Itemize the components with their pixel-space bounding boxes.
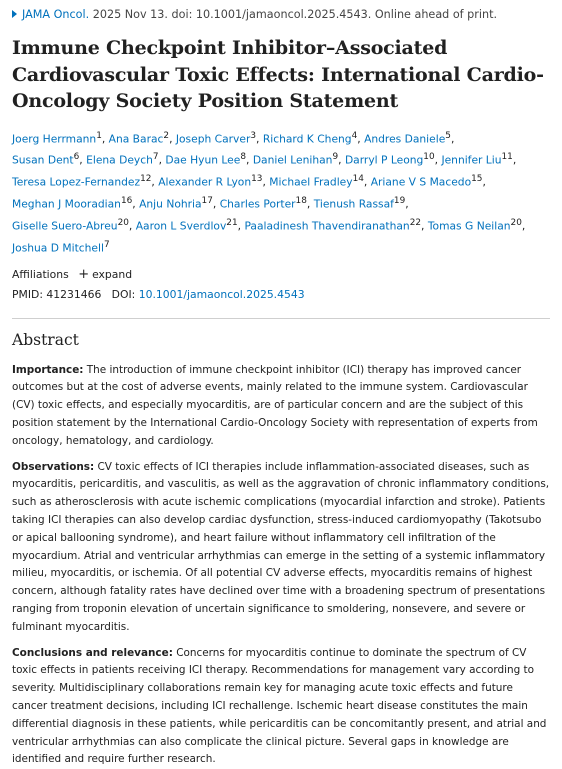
author-link[interactable]: Andres Daniele [364, 132, 446, 146]
author-line: Susan Dent$^6$, Elena Deych$^7$, Dae Hyun Lee$^8$, Daniel Lenihan$^9$, Darryl P Leong$^{10}$, Jennifer Liu$^{11}$, [12, 152, 517, 167]
section-label: Importance: [12, 363, 84, 376]
author-link[interactable]: Richard K Cheng [262, 132, 352, 146]
author-link[interactable]: Susan Dent [12, 153, 74, 167]
author-line: Joerg Herrmann$^1$, Ana Barac$^2$, Joseph Carver$^3$, Richard K Cheng$^4$, Andres Daniele$^5$, [12, 130, 455, 146]
plus-icon: + [78, 266, 90, 282]
author-link[interactable]: Aaron L Sverdlov [135, 219, 227, 233]
author-link[interactable]: Giselle Suero-Abreu [12, 219, 118, 233]
affiliation-number[interactable]: 12 [140, 174, 152, 185]
author-link[interactable]: Joshua D Mitchell [12, 241, 104, 255]
title-line: Oncology Society Position Statement [12, 90, 399, 112]
affiliation-number[interactable]: 20 [117, 217, 129, 228]
author-link[interactable]: Joseph Carver [175, 132, 251, 146]
section-label: Observations: [12, 460, 95, 473]
author-line [12, 236, 550, 258]
author-line: Giselle Suero-Abreu$^{20}$, Aaron L Sverdlov$^{21}$, Paaladinesh Thavendiranathan$^{22}$, Tomas G Neilan$^{20}$, [12, 217, 526, 233]
affiliation-number[interactable]: 19 [393, 196, 406, 207]
abstract-observations [12, 459, 550, 637]
author-link[interactable]: Tomas G Neilan [427, 219, 511, 233]
affiliation-number[interactable]: 16 [120, 196, 133, 207]
author-link[interactable]: Charles Porter [219, 197, 296, 211]
author-link[interactable]: Paaladinesh Thavendiranathan [244, 219, 410, 233]
pmid-value: 41231466 [46, 287, 102, 301]
affiliation-number[interactable]: 7 [103, 239, 110, 250]
affiliation-number[interactable]: 9 [332, 152, 339, 163]
doi-label: DOI: [111, 287, 139, 301]
affiliation-number[interactable]: 13 [251, 174, 263, 185]
title-line: Immune Checkpoint Inhibitor–Associated [12, 37, 448, 59]
affiliations-label: Affiliations [12, 267, 69, 281]
pmid-label: PMID: [12, 287, 47, 301]
affiliation-number[interactable]: 21 [226, 217, 238, 228]
journal-link[interactable]: JAMA Oncol. [22, 8, 90, 21]
identifiers-row [12, 286, 550, 304]
citation-details: 2025 Nov 13. doi: 10.1001/jamaoncol.2025.4543. Online ahead of print. [89, 8, 498, 21]
caret-right-icon[interactable] [12, 10, 17, 18]
affiliation-number[interactable]: 2 [163, 130, 170, 141]
author-line: Teresa Lopez-Fernandez$^{12}$, Alexander R Lyon$^{13}$, Michael Fradley$^{14}$, Ariane V S Macedo$^{15}$, [12, 174, 486, 189]
expand-label: expand [92, 267, 133, 281]
affiliation-number[interactable]: 1 [96, 130, 102, 141]
expand-affiliations-button[interactable] [78, 268, 132, 281]
affiliation-number[interactable]: 22 [409, 217, 422, 228]
section-text: The introduction of immune checkpoint inhibitor (ICI) therapy has improved cancer outcomes but at the cost of adverse events, mainly related to the immune system. Cardiovascular (CV) toxic effects, and especially myocarditis, are of particular concern and are the subject of this position statement by the International Cardio-Oncology Society with representation of experts from oncology, hematology, and cardiology. [12, 363, 538, 447]
affiliation-number[interactable]: 7 [152, 152, 159, 163]
author-link[interactable]: Tienush Rassaf [313, 197, 394, 211]
author-link[interactable]: Darryl P Leong [344, 153, 424, 167]
affiliation-number[interactable]: 18 [295, 196, 307, 207]
citation-line [12, 6, 550, 24]
author-link[interactable]: Jennifer Liu [441, 153, 502, 167]
article-title [12, 35, 550, 115]
abstract-importance [12, 362, 550, 451]
affiliation-number[interactable]: 20 [510, 217, 522, 228]
title-line: Cardiovascular Toxic Effects: International Cardio- [12, 63, 544, 86]
author-link[interactable]: Joerg Herrmann [12, 132, 97, 146]
section-divider [12, 318, 550, 319]
author-link[interactable]: Ariane V S Macedo [370, 175, 472, 189]
author-link[interactable]: Daniel Lenihan [252, 153, 333, 167]
affiliation-number[interactable]: 10 [423, 152, 435, 163]
affiliation-number[interactable]: 14 [352, 174, 364, 185]
author-list [12, 127, 550, 258]
affiliation-number[interactable]: 4 [351, 130, 358, 141]
affiliation-number[interactable]: 6 [73, 152, 80, 163]
author-link[interactable]: Michael Fradley [269, 175, 353, 189]
affiliation-number[interactable]: 11 [501, 152, 513, 163]
affiliation-number[interactable]: 15 [471, 174, 483, 185]
doi-link[interactable]: 10.1001/jamaoncol.2025.4543 [138, 287, 305, 301]
affiliation-number[interactable]: 5 [445, 130, 451, 141]
author-line: Meghan J Mooradian$^{16}$, Anju Nohria$^{17}$, Charles Porter$^{18}$, Tienush Rassaf$^{19}$, [12, 196, 409, 211]
author-link[interactable]: Alexander R Lyon [158, 175, 252, 189]
author-link[interactable]: Anju Nohria [139, 197, 202, 211]
section-text: CV toxic effects of ICI therapies include inflammation-associated diseases, such as myocarditis, pericarditis, and vasculitis, as well as the aggravation of chronic inflammatory conditions, such as atherosclerosis with acute ischemic complications (myocardial infarction and stroke). Patients taking ICI therapies can also develop cardiac dysfunction, stress-induced cardiomyopathy (Takotsubo or apical ballooning syndrome), and heart failure without inflammatory cell infiltration of the myocardium. Atrial and ventricular arrhythmias can emerge in the setting of a systemic inflammatory milieu, myocarditis, or ischemia. Of all potential CV adverse effects, myocarditis remains of highest concern, although fatality rates have declined over time with a broadening spectrum of presentations ranging from troponin elevation of uncertain significance to smoldering, nonsevere, and severe or fulminant myocarditis. [12, 460, 550, 633]
author-link[interactable]: Dae Hyun Lee [165, 153, 241, 167]
author-link[interactable]: Elena Deych [86, 153, 153, 167]
section-text: Concerns for myocarditis continue to dominate the spectrum of CV toxic effects in patients receiving ICI therapy. Recommendations for management vary according to severity. Multidisciplinary collaborations remain key for managing acute toxic effects and future cancer treatment decisions, including ICI rechallenge. Ischemic heart disease constitutes the main differential diagnosis in these patients, while pericarditis can be concomitantly present, and atrial and ventricular arrhythmias can also complicate the clinical picture. Several gaps in knowledge are identified and require further research. [12, 646, 547, 766]
affiliation-number[interactable]: 3 [250, 130, 257, 141]
abstract-heading: Abstract [12, 330, 79, 349]
author-link[interactable]: Meghan J Mooradian [12, 197, 121, 211]
abstract-conclusions [12, 645, 550, 769]
affiliations-row [12, 266, 550, 284]
author-link[interactable]: Teresa Lopez-Fernandez [12, 175, 141, 189]
affiliation-number[interactable]: 8 [240, 152, 247, 163]
affiliation-number[interactable]: 17 [201, 196, 213, 207]
section-label: Conclusions and relevance: [12, 646, 173, 659]
author-link[interactable]: Ana Barac [108, 132, 164, 146]
